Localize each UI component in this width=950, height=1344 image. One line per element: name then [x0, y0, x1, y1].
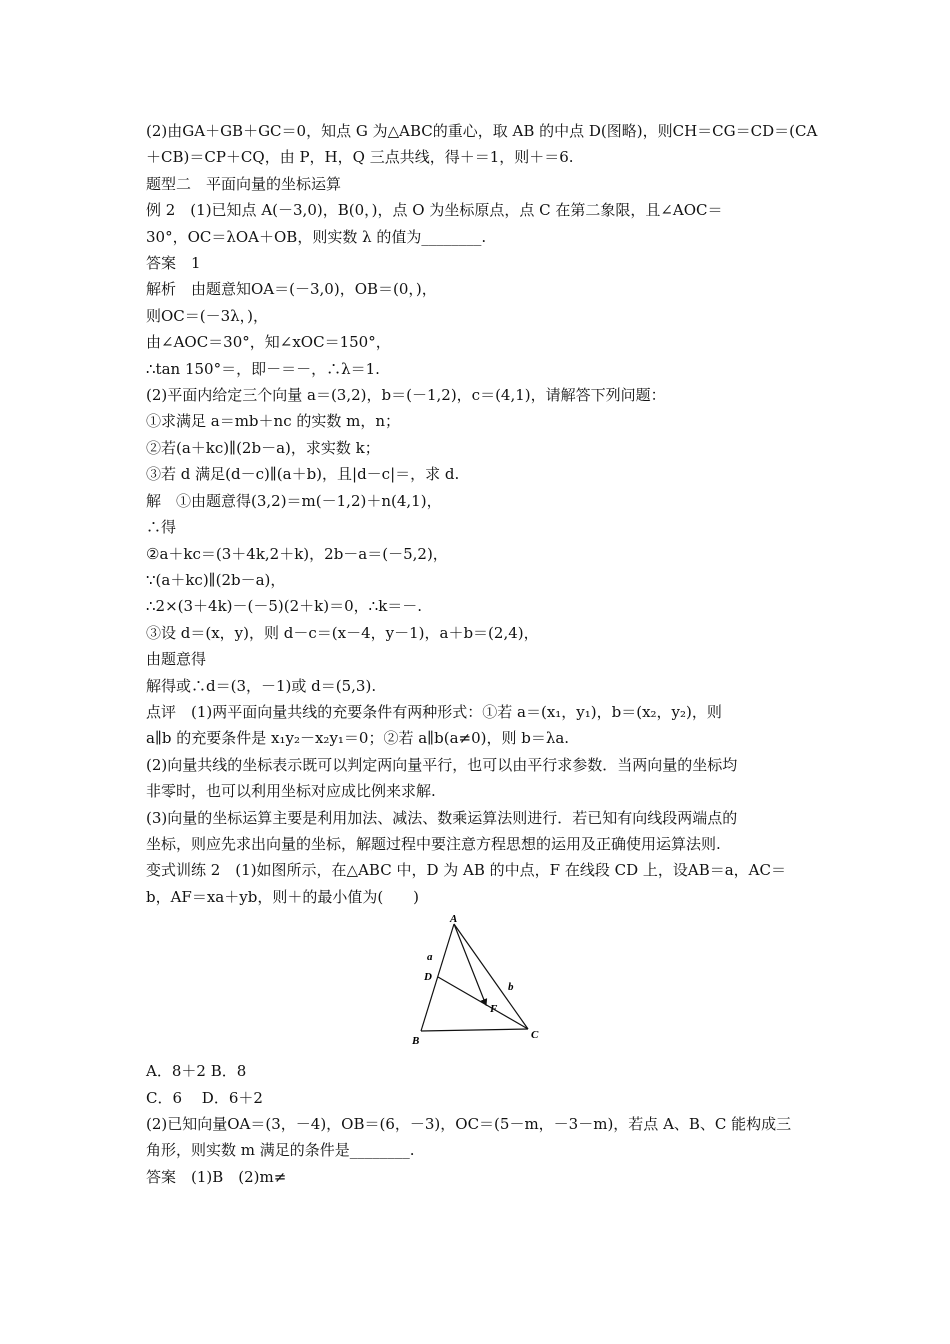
text-line: 解 ①由题意得(3,2)＝m(－1,2)＋n(4,1)，	[146, 491, 442, 510]
text-line: 非零时，也可以利用坐标对应成比例来求解.	[146, 782, 436, 801]
text-line: 例 2 (1)已知点 A(－3,0)，B(0，)，点 O 为坐标原点，点 C 在第二象限，且∠AOC＝	[146, 201, 723, 220]
text-line: ∴得	[146, 518, 177, 537]
text-line: ②若(a＋kc)∥(2b－a)，求实数 k；	[146, 438, 380, 457]
document-body	[146, 118, 818, 1190]
text-line: 则OC＝(－3λ，)，	[146, 306, 269, 325]
segment-cd	[438, 977, 528, 1029]
text-line: 变式训练 2 (1)如图所示，在△ABC 中，D 为 AB 的中点，F 在线段 CD 上，设AB＝a，AC＝	[146, 861, 786, 880]
text-line: (2)已知向量OA＝(3，－4)，OB＝(6，－3)，OC＝(5－m，－3－m)，若点 A、B、C 能构成三	[146, 1115, 792, 1133]
triangle-figure	[146, 910, 810, 1058]
text-line: 解析 由题意知OA＝(－3,0)，OB＝(0，)，	[146, 280, 437, 299]
text-line: 30°，OC＝λOA＋OB，则实数 λ 的值为________.	[146, 227, 487, 246]
label-vector-b: b	[508, 981, 514, 994]
text-line: 由题意得	[146, 650, 207, 669]
text-line: 点评 (1)两平面向量共线的充要条件有两种形式：①若 a＝(x₁，y₁)，b＝(x₂，y₂)，则	[146, 702, 722, 721]
text-line: 由∠AOC＝30°，知∠xOC＝150°，	[146, 333, 391, 352]
label-f-point: F	[490, 1003, 498, 1016]
text-line: 角形，则实数 m 满足的条件是________.	[146, 1141, 415, 1160]
section-heading: 题型二 平面向量的坐标运算	[146, 174, 342, 193]
text-line: ③设 d＝(x，y)，则 d－c＝(x－4，y－1)，a＋b＝(2,4)，	[146, 623, 539, 642]
text-line: ②a＋kc＝(3＋4k,2＋k)，2b－a＝(－5,2)，	[146, 544, 448, 563]
text-line: ③若 d 满足(d－c)∥(a＋b)，且|d－c|＝，求 d.	[146, 465, 460, 484]
label-c-point: C	[531, 1029, 539, 1042]
text-line: ＋CB)＝CP＋CQ，由 P，H，Q 三点共线，得＋＝1，则＋＝6.	[146, 148, 574, 167]
text-line: b，AF＝xa＋yb，则＋的最小值为( )	[146, 887, 420, 906]
text-line: 解得或∴d＝(3，－1)或 d＝(5,3).	[146, 676, 377, 695]
answer-line: 答案 1	[146, 254, 201, 273]
text-line: (2)向量共线的坐标表示既可以判定两向量平行，也可以由平行求参数．当两向量的坐标均	[146, 755, 738, 774]
text-line: (2)由GA＋GB＋GC＝0，知点 G 为△ABC的重心，取 AB 的中点 D(图略)，则CH＝CG＝CD＝(CA	[146, 122, 818, 140]
text-line: ①求满足 a＝mb＋nc 的实数 m，n；	[146, 412, 401, 431]
edge-bc	[421, 1029, 528, 1031]
option-line: C．6 D．6＋2	[146, 1088, 263, 1107]
text-line: ∴2×(3＋4k)－(－5)(2＋k)＝0，∴k＝－.	[146, 597, 423, 616]
triangle-diagram	[410, 914, 540, 1054]
label-a-point: A	[450, 914, 458, 926]
label-vector-a: a	[427, 951, 433, 964]
answer-line: 答案 (1)B (2)m≠	[146, 1167, 287, 1186]
option-line: A．8＋2 B．8	[146, 1062, 247, 1081]
text-line: 坐标，则应先求出向量的坐标，解题过程中要注意方程思想的运用及正确使用运算法则.	[146, 834, 721, 853]
label-d-point: D	[424, 971, 432, 984]
label-b-point: B	[412, 1035, 420, 1048]
text-line: a∥b 的充要条件是 x₁y₂－x₂y₁＝0；②若 a∥b(a≠0)，则 b＝λa.	[146, 729, 570, 748]
text-line: (3)向量的坐标运算主要是利用加法、减法、数乘运算法则进行．若已知有向线段两端点的	[146, 808, 738, 827]
vector-af	[454, 924, 486, 1005]
text-line: (2)平面内给定三个向量 a＝(3,2)，b＝(－1,2)，c＝(4,1)，请解答下列问题：	[146, 386, 666, 405]
text-line: ∵(a＋kc)∥(2b－a)，	[146, 570, 286, 589]
text-line: ∴tan 150°＝，即－＝－，∴λ＝1.	[146, 359, 380, 378]
